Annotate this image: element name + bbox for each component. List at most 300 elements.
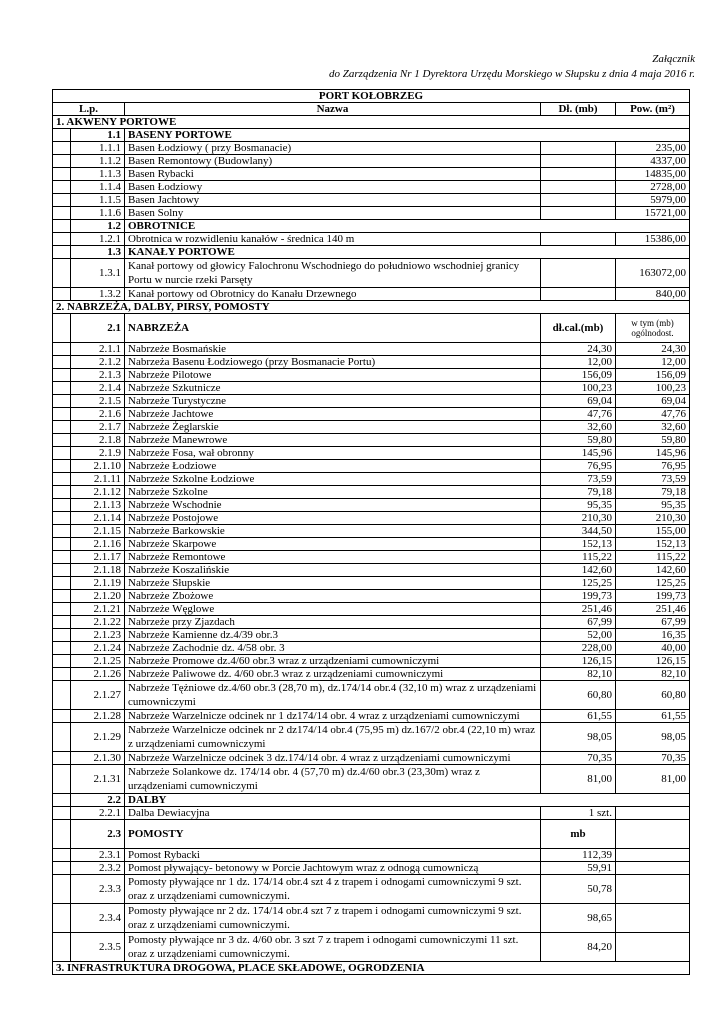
area-header — [616, 820, 690, 849]
item-number: 2.1.20 — [71, 590, 125, 603]
table-row — [53, 434, 690, 447]
item-name: Basen Solny — [125, 207, 541, 220]
table-row — [53, 655, 690, 668]
table-row — [53, 752, 690, 765]
item-name: Nabrzeże Promowe dz.4/60 obr.3 wraz z urządzeniami cumowniczymi — [125, 655, 541, 668]
table-row — [53, 849, 690, 862]
spacer-cell — [53, 168, 71, 181]
spacer-cell — [53, 181, 71, 194]
item-name: Nabrzeże Skarpowe — [125, 538, 541, 551]
subsection-title: POMOSTY — [125, 820, 541, 849]
table-row — [53, 421, 690, 434]
spacer-cell — [53, 807, 71, 820]
item-number: 2.1.5 — [71, 395, 125, 408]
item-area: 73,59 — [616, 473, 690, 486]
item-name: Nabrzeże Barkowskie — [125, 525, 541, 538]
item-area: 60,80 — [616, 681, 690, 710]
item-length: 59,91 — [541, 862, 616, 875]
item-name: Nabrzeże Paliwowe dz. 4/60 obr.3 wraz z urządzeniami cumowniczymi — [125, 668, 541, 681]
table-row — [53, 525, 690, 538]
section-title: 2. NABRZEŻA, DALBY, PIRSY, POMOSTY — [53, 301, 690, 314]
spacer-cell — [53, 207, 71, 220]
item-area: 98,05 — [616, 723, 690, 752]
item-area — [616, 849, 690, 862]
subsection-row — [53, 246, 690, 259]
subsection-number: 2.2 — [71, 794, 125, 807]
item-number: 2.1.6 — [71, 408, 125, 421]
spacer-cell — [53, 723, 71, 752]
item-name: Nabrzeże Pilotowe — [125, 369, 541, 382]
item-number: 1.1.2 — [71, 155, 125, 168]
item-number: 2.3.3 — [71, 875, 125, 904]
item-length — [541, 288, 616, 301]
spacer-cell — [53, 499, 71, 512]
item-area: 152,13 — [616, 538, 690, 551]
item-length: 73,59 — [541, 473, 616, 486]
subsection-title: DALBY — [125, 794, 690, 807]
spacer-cell — [53, 259, 71, 288]
item-area: 155,00 — [616, 525, 690, 538]
item-name: Nabrzeże Koszalińskie — [125, 564, 541, 577]
item-length: 344,50 — [541, 525, 616, 538]
annex-subtitle: do Zarządzenia Nr 1 Dyrektora Urzędu Morskiego w Słupsku z dnia 4 maja 2016 r. — [329, 68, 695, 80]
item-name: Nabrzeże Szkolne — [125, 486, 541, 499]
table-row — [53, 259, 690, 288]
item-number: 2.1.13 — [71, 499, 125, 512]
item-number: 1.2.1 — [71, 233, 125, 246]
spacer-cell — [53, 233, 71, 246]
table-row — [53, 207, 690, 220]
item-number: 2.1.21 — [71, 603, 125, 616]
spacer-cell — [53, 590, 71, 603]
item-length: 98,65 — [541, 904, 616, 933]
table-row — [53, 807, 690, 820]
spacer-cell — [53, 155, 71, 168]
item-name: Nabrzeże Zbożowe — [125, 590, 541, 603]
item-length: 12,00 — [541, 356, 616, 369]
spacer-cell — [53, 681, 71, 710]
spacer-cell — [53, 382, 71, 395]
table-row — [53, 499, 690, 512]
subsection-title: NABRZEŻA — [125, 314, 541, 343]
item-area: 251,46 — [616, 603, 690, 616]
item-number: 2.1.15 — [71, 525, 125, 538]
spacer-cell — [53, 564, 71, 577]
item-area: 145,96 — [616, 447, 690, 460]
table-row — [53, 616, 690, 629]
item-length — [541, 168, 616, 181]
table-row — [53, 233, 690, 246]
item-length: 100,23 — [541, 382, 616, 395]
item-length: 228,00 — [541, 642, 616, 655]
section-title: 3. INFRASTRUKTURA DROGOWA, PLACE SKŁADOWE, OGRODZENIA — [53, 962, 690, 975]
spacer-cell — [53, 875, 71, 904]
item-name: Dalba Dewiacyjna — [125, 807, 541, 820]
table-row — [53, 447, 690, 460]
spacer-cell — [53, 460, 71, 473]
spacer-cell — [53, 655, 71, 668]
subsection-number: 2.1 — [71, 314, 125, 343]
item-length: 79,18 — [541, 486, 616, 499]
item-area: 142,60 — [616, 564, 690, 577]
col-lp-header: L.p. — [53, 103, 125, 116]
table-row — [53, 603, 690, 616]
spacer-cell — [53, 794, 71, 807]
spacer-cell — [53, 525, 71, 538]
column-header-row — [53, 103, 690, 116]
item-area: 100,23 — [616, 382, 690, 395]
table-row — [53, 473, 690, 486]
subsection-number: 1.3 — [71, 246, 125, 259]
spacer-cell — [53, 356, 71, 369]
item-area: 47,76 — [616, 408, 690, 421]
item-length: 24,30 — [541, 343, 616, 356]
subsection-title: BASENY PORTOWE — [125, 129, 690, 142]
spacer-cell — [53, 486, 71, 499]
item-name: Basen Łodziowy — [125, 181, 541, 194]
item-name: Nabrzeże Bosmańskie — [125, 343, 541, 356]
item-area: 125,25 — [616, 577, 690, 590]
item-area: 59,80 — [616, 434, 690, 447]
item-length — [541, 259, 616, 288]
spacer-cell — [53, 849, 71, 862]
item-length: 67,99 — [541, 616, 616, 629]
item-length — [541, 181, 616, 194]
spacer-cell — [53, 129, 71, 142]
spacer-cell — [53, 538, 71, 551]
item-name: Nabrzeża Basenu Łodziowego (przy Bosmanacie Portu) — [125, 356, 541, 369]
spacer-cell — [53, 710, 71, 723]
item-number: 2.1.23 — [71, 629, 125, 642]
section-row — [53, 962, 690, 975]
item-name: Nabrzeże Solankowe dz. 174/14 obr. 4 (57,70 m) dz.4/60 obr.3 (23,30m) wraz z urządzeniami cumowniczymi — [125, 765, 541, 794]
item-number: 1.3.2 — [71, 288, 125, 301]
item-length: 50,78 — [541, 875, 616, 904]
table-row — [53, 862, 690, 875]
item-name: Pomosty pływające nr 1 dz. 174/14 obr.4 szt 4 z trapem i odnogami cumowniczymi 9 szt. oraz z urządzeniami cumowniczymi. — [125, 875, 541, 904]
table-row — [53, 564, 690, 577]
item-length: 60,80 — [541, 681, 616, 710]
item-name: Nabrzeże Słupskie — [125, 577, 541, 590]
item-name: Pomosty pływające nr 3 dz. 4/60 obr. 3 szt 7 z trapem i odnogami cumowniczymi 11 szt. oraz z urządzeniami cumowniczymi. — [125, 933, 541, 962]
item-name: Nabrzeże Manewrowe — [125, 434, 541, 447]
item-name: Nabrzeże Fosa, wał obronny — [125, 447, 541, 460]
item-name: Pomost Rybacki — [125, 849, 541, 862]
col-name-header: Nazwa — [125, 103, 541, 116]
item-number: 2.3.5 — [71, 933, 125, 962]
subsection-header-row — [53, 314, 690, 343]
subsection-title: OBROTNICE — [125, 220, 690, 233]
spacer-cell — [53, 408, 71, 421]
item-name: Kanał portowy od Obrotnicy do Kanału Drzewnego — [125, 288, 541, 301]
item-number: 2.1.8 — [71, 434, 125, 447]
table-row — [53, 512, 690, 525]
item-length: 32,60 — [541, 421, 616, 434]
table-row — [53, 668, 690, 681]
item-number: 2.1.24 — [71, 642, 125, 655]
item-area: 2728,00 — [616, 181, 690, 194]
item-length: 126,15 — [541, 655, 616, 668]
spacer-cell — [53, 220, 71, 233]
subsection-row — [53, 794, 690, 807]
spacer-cell — [53, 343, 71, 356]
item-area: 70,35 — [616, 752, 690, 765]
item-area: 61,55 — [616, 710, 690, 723]
section-row — [53, 301, 690, 314]
item-number: 1.1.6 — [71, 207, 125, 220]
item-name: Nabrzeże Szkutnicze — [125, 382, 541, 395]
item-number: 2.3.4 — [71, 904, 125, 933]
item-number: 2.1.25 — [71, 655, 125, 668]
item-name: Nabrzeże Kamienne dz.4/39 obr.3 — [125, 629, 541, 642]
item-number: 2.1.30 — [71, 752, 125, 765]
item-length: 210,30 — [541, 512, 616, 525]
item-length: 59,80 — [541, 434, 616, 447]
spacer-cell — [53, 629, 71, 642]
item-name: Nabrzeże Turystyczne — [125, 395, 541, 408]
item-length: 52,00 — [541, 629, 616, 642]
spacer-cell — [53, 369, 71, 382]
section-row — [53, 116, 690, 129]
item-name: Nabrzeże Postojowe — [125, 512, 541, 525]
item-name: Nabrzeże przy Zjazdach — [125, 616, 541, 629]
spacer-cell — [53, 142, 71, 155]
item-number: 2.1.1 — [71, 343, 125, 356]
subsection-number: 2.3 — [71, 820, 125, 849]
item-area — [616, 933, 690, 962]
table-row — [53, 681, 690, 710]
item-length: 98,05 — [541, 723, 616, 752]
section-title: 1. AKWENY PORTOWE — [53, 116, 690, 129]
item-area: 40,00 — [616, 642, 690, 655]
item-number: 2.1.14 — [71, 512, 125, 525]
spacer-cell — [53, 603, 71, 616]
subsection-number: 1.2 — [71, 220, 125, 233]
item-length: 95,35 — [541, 499, 616, 512]
item-name: Obrotnica w rozwidleniu kanałów - średnica 140 m — [125, 233, 541, 246]
item-length: 1 szt. — [541, 807, 616, 820]
spacer-cell — [53, 642, 71, 655]
item-number: 2.1.11 — [71, 473, 125, 486]
col-area-header: Pow. (m²) — [616, 103, 690, 116]
item-number: 1.3.1 — [71, 259, 125, 288]
item-area — [616, 862, 690, 875]
item-area: 156,09 — [616, 369, 690, 382]
table-row — [53, 642, 690, 655]
spacer-cell — [53, 434, 71, 447]
item-length: 69,04 — [541, 395, 616, 408]
length-header: dł.cal.(mb) — [541, 314, 616, 343]
table-row — [53, 538, 690, 551]
port-title: PORT KOŁOBRZEG — [53, 90, 690, 103]
item-number: 2.1.10 — [71, 460, 125, 473]
item-length: 125,25 — [541, 577, 616, 590]
item-length: 115,22 — [541, 551, 616, 564]
port-table — [52, 89, 690, 975]
table-row — [53, 933, 690, 962]
spacer-cell — [53, 288, 71, 301]
item-number: 2.1.2 — [71, 356, 125, 369]
item-length: 152,13 — [541, 538, 616, 551]
item-number: 2.3.2 — [71, 862, 125, 875]
item-name: Basen Jachtowy — [125, 194, 541, 207]
subsection-title: KANAŁY PORTOWE — [125, 246, 690, 259]
table-row — [53, 408, 690, 421]
table-row — [53, 382, 690, 395]
item-name: Kanał portowy od głowicy Falochronu Wschodniego do południowo wschodniej granicy Portu w nurcie rzeki Parsęty — [125, 259, 541, 288]
item-name: Pomosty pływające nr 2 dz. 174/14 obr.4 szt 7 z trapem i odnogami cumowniczymi 9 szt. oraz z urządzeniami cumowniczymi. — [125, 904, 541, 933]
subsection-header-row — [53, 820, 690, 849]
item-area: 126,15 — [616, 655, 690, 668]
item-length — [541, 233, 616, 246]
spacer-cell — [53, 765, 71, 794]
item-area: 14835,00 — [616, 168, 690, 181]
item-length: 112,39 — [541, 849, 616, 862]
table-row — [53, 710, 690, 723]
spacer-cell — [53, 668, 71, 681]
item-length: 251,46 — [541, 603, 616, 616]
spacer-cell — [53, 314, 71, 343]
table-row — [53, 875, 690, 904]
item-area: 76,95 — [616, 460, 690, 473]
item-number: 2.1.12 — [71, 486, 125, 499]
item-length — [541, 155, 616, 168]
item-number: 2.1.16 — [71, 538, 125, 551]
item-area — [616, 904, 690, 933]
table-row — [53, 369, 690, 382]
col-length-header: Dł. (mb) — [541, 103, 616, 116]
item-number: 2.2.1 — [71, 807, 125, 820]
length-header: mb — [541, 820, 616, 849]
table-row — [53, 904, 690, 933]
item-number: 1.1.1 — [71, 142, 125, 155]
item-number: 2.1.9 — [71, 447, 125, 460]
item-name: Nabrzeże Jachtowe — [125, 408, 541, 421]
item-number: 2.1.31 — [71, 765, 125, 794]
item-length: 199,73 — [541, 590, 616, 603]
item-area: 5979,00 — [616, 194, 690, 207]
item-name: Basen Remontowy (Budowlany) — [125, 155, 541, 168]
spacer-cell — [53, 577, 71, 590]
table-row — [53, 551, 690, 564]
table-row — [53, 356, 690, 369]
item-length — [541, 142, 616, 155]
table-row — [53, 460, 690, 473]
item-name: Nabrzeże Tężniowe dz.4/60 obr.3 (28,70 m), dz.174/14 obr.4 (32,10 m) wraz z urządzeniami cumowniczymi — [125, 681, 541, 710]
item-area: 12,00 — [616, 356, 690, 369]
item-area: 163072,00 — [616, 259, 690, 288]
subsection-number: 1.1 — [71, 129, 125, 142]
item-number: 2.1.17 — [71, 551, 125, 564]
item-number: 2.1.28 — [71, 710, 125, 723]
spacer-cell — [53, 194, 71, 207]
item-number: 2.3.1 — [71, 849, 125, 862]
table-row — [53, 765, 690, 794]
item-area: 82,10 — [616, 668, 690, 681]
item-name: Nabrzeże Zachodnie dz. 4/58 obr. 3 — [125, 642, 541, 655]
item-name: Nabrzeże Szkolne Łodziowe — [125, 473, 541, 486]
item-area: 15721,00 — [616, 207, 690, 220]
table-row — [53, 168, 690, 181]
item-number: 2.1.3 — [71, 369, 125, 382]
item-area: 79,18 — [616, 486, 690, 499]
item-length: 156,09 — [541, 369, 616, 382]
item-length — [541, 194, 616, 207]
item-number: 2.1.7 — [71, 421, 125, 434]
item-number: 1.1.3 — [71, 168, 125, 181]
item-name: Nabrzeże Remontowe — [125, 551, 541, 564]
spacer-cell — [53, 512, 71, 525]
spacer-cell — [53, 904, 71, 933]
item-name: Basen Łodziowy ( przy Bosmanacie) — [125, 142, 541, 155]
item-number: 2.1.19 — [71, 577, 125, 590]
table-row — [53, 181, 690, 194]
subsection-row — [53, 220, 690, 233]
item-area: 95,35 — [616, 499, 690, 512]
item-area: 69,04 — [616, 395, 690, 408]
spacer-cell — [53, 752, 71, 765]
spacer-cell — [53, 551, 71, 564]
spacer-cell — [53, 862, 71, 875]
spacer-cell — [53, 933, 71, 962]
table-row — [53, 590, 690, 603]
table-row — [53, 155, 690, 168]
spacer-cell — [53, 447, 71, 460]
item-length: 47,76 — [541, 408, 616, 421]
item-number: 2.1.29 — [71, 723, 125, 752]
item-name: Nabrzeże Wschodnie — [125, 499, 541, 512]
item-length: 76,95 — [541, 460, 616, 473]
spacer-cell — [53, 473, 71, 486]
item-number: 2.1.22 — [71, 616, 125, 629]
item-area: 67,99 — [616, 616, 690, 629]
table-row — [53, 395, 690, 408]
item-area — [616, 875, 690, 904]
item-area — [616, 807, 690, 820]
table-row — [53, 142, 690, 155]
spacer-cell — [53, 820, 71, 849]
item-length: 82,10 — [541, 668, 616, 681]
item-name: Nabrzeże Żeglarskie — [125, 421, 541, 434]
item-area: 199,73 — [616, 590, 690, 603]
spacer-cell — [53, 246, 71, 259]
item-number: 2.1.27 — [71, 681, 125, 710]
item-length — [541, 207, 616, 220]
spacer-cell — [53, 616, 71, 629]
table-row — [53, 629, 690, 642]
table-row — [53, 723, 690, 752]
item-area: 32,60 — [616, 421, 690, 434]
item-name: Nabrzeże Węglowe — [125, 603, 541, 616]
item-length: 81,00 — [541, 765, 616, 794]
table-row — [53, 288, 690, 301]
item-name: Nabrzeże Warzelnicze odcinek nr 1 dz174/14 obr. 4 wraz z urządzeniami cumowniczymi — [125, 710, 541, 723]
item-area: 840,00 — [616, 288, 690, 301]
item-area: 81,00 — [616, 765, 690, 794]
item-area: 16,35 — [616, 629, 690, 642]
area-header: w tym (mb) ogólnodost. — [616, 314, 690, 343]
item-area: 15386,00 — [616, 233, 690, 246]
item-name: Nabrzeże Warzelnicze odcinek nr 2 dz174/14 obr.4 (75,95 m) dz.167/2 obr.4 (22,10 m) wraz z urządzeniami cumowniczymi — [125, 723, 541, 752]
item-area: 4337,00 — [616, 155, 690, 168]
item-area: 115,22 — [616, 551, 690, 564]
annex-title: Załącznik — [652, 53, 695, 65]
item-name: Nabrzeże Łodziowe — [125, 460, 541, 473]
item-area: 24,30 — [616, 343, 690, 356]
item-area: 210,30 — [616, 512, 690, 525]
subsection-row — [53, 129, 690, 142]
spacer-cell — [53, 395, 71, 408]
